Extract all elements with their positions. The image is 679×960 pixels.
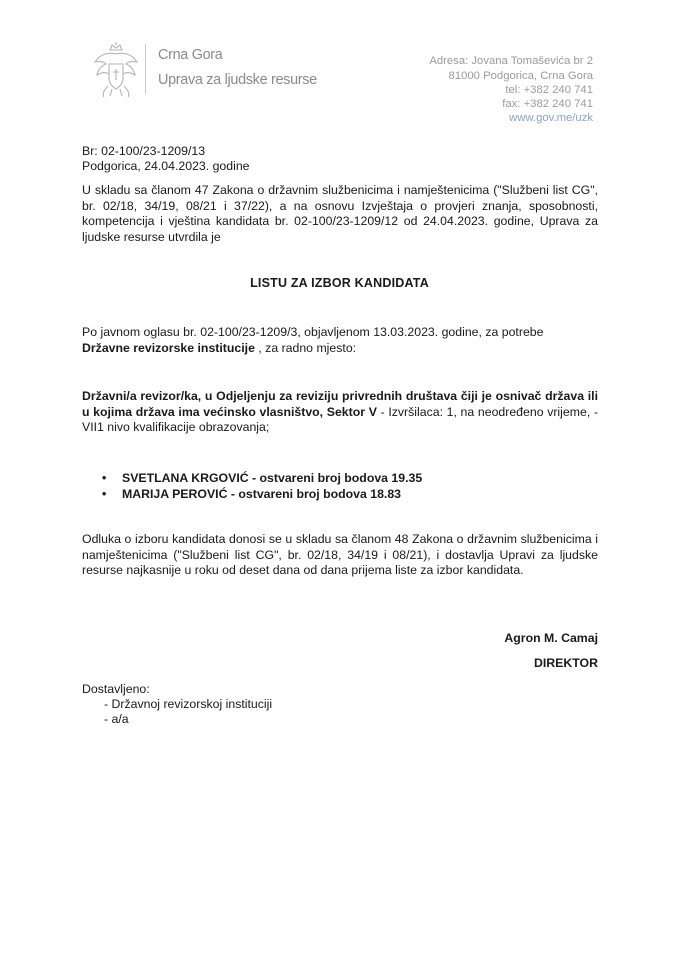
delivered-item: - Državnoj revizorskoj instituciji	[104, 697, 273, 711]
position-paragraph	[82, 389, 598, 436]
candidate-1: SVETLANA KRGOVIĆ - ostvareni broj bodova 19.35	[122, 471, 423, 485]
address-line2: 81000 Podgorica, Crna Gora	[448, 70, 593, 82]
bullet-icon: •	[102, 487, 107, 501]
ad-suffix: , za radno mjesto:	[254, 340, 357, 355]
montenegro-coat-of-arms-icon	[92, 42, 140, 98]
delivered-item: - a/a	[104, 712, 129, 726]
address-line1: Adresa: Jovana Tomaševića br 2	[429, 55, 593, 67]
list-item	[102, 471, 422, 487]
ref-number: Br: 02-100/23-1209/13	[82, 144, 206, 158]
institution-name: Državne revizorske institucije	[82, 340, 255, 355]
header-divider	[145, 44, 146, 94]
bullet-icon: •	[102, 471, 107, 485]
website-link[interactable]: www.gov.me/uzk	[509, 112, 593, 124]
org-country: Crna Gora	[158, 47, 223, 63]
org-name: Uprava za ljudske resurse	[158, 72, 317, 88]
list-item	[102, 487, 401, 503]
signatory-title: DIREKTOR	[534, 656, 598, 670]
position-details: - Izvršilaca: 1, na neodređeno vrijeme, - VII1 nivo kvalifikacije obrazovanja;	[82, 404, 598, 435]
ad-text: Po javnom oglasu br. 02-100/23-1209/3, objavljenom 13.03.2023. godine, za potrebe	[82, 325, 544, 339]
fax: fax: +382 240 741	[502, 98, 593, 110]
tel: tel: +382 240 741	[505, 84, 593, 96]
position-title: Državni/a revizor/ka, u Odjeljenju za reviziju privrednih društava čiji je osnivač država ili u kojima država ima većinsko vlasništvo, Sektor V	[82, 389, 598, 419]
document-title: LISTU ZA IZBOR KANDIDATA	[250, 276, 429, 290]
signatory-name: Agron M. Camaj	[504, 631, 598, 645]
decision-paragraph: Odluka o izboru kandidata donosi se u skladu sa članom 48 Zakona o državnim službenicima i namještenicima ("Službeni list CG", br. 02/18, 34/19 i 08/21), i dostavlja Upravi za ljudske resurse najkasnije u roku od deset dana od dana prijema liste za izbor kandidata.	[82, 532, 598, 578]
place-date: Podgorica, 24.04.2023. godine	[82, 159, 250, 173]
delivered-label: Dostavljeno:	[82, 682, 150, 696]
candidate-2: MARIJA PEROVIĆ - ostvareni broj bodova 18.83	[122, 487, 402, 501]
intro-paragraph: U skladu sa članom 47 Zakona o državnim službenicima i namještenicima ("Službeni list CG", br. 02/18, 34/19, 08/21 i 37/22), a na osnovu Izvještaja o provjeri znanja, sposobnosti, kompetencija i vještina kandidata br. 02-100/23-1209/12 od 24.04.2023. godine, Uprava za ljudske resurse utvrdila je	[82, 183, 598, 244]
ad-paragraph	[82, 325, 598, 356]
